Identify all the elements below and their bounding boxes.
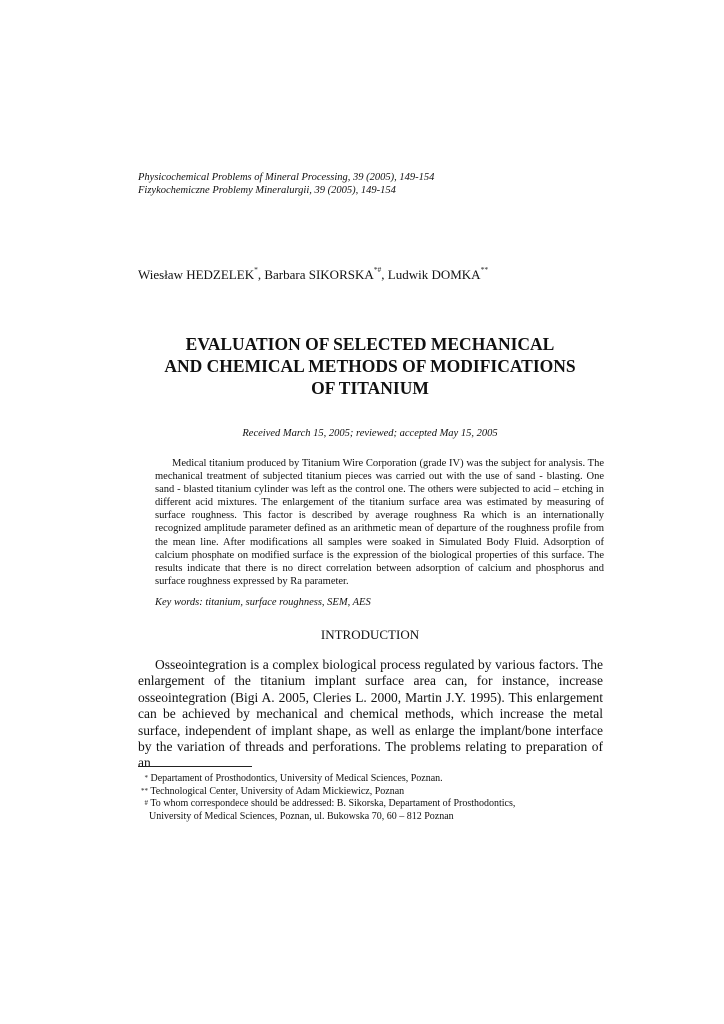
footnote-continuation [138,811,515,824]
keywords: Key words: titanium, surface roughness, SEM, AES [155,597,371,608]
author-separator: , [257,267,265,282]
footnote-divider [138,766,252,767]
author-separator: , [381,267,388,282]
footnote [138,798,515,811]
body-text [138,657,603,772]
footnote-mark: ** [141,786,148,795]
journal-line-english: Physicochemical Problems of Mineral Processing, 39 (2005), 149-154 [138,172,435,183]
title-line: AND CHEMICAL METHODS OF MODIFICATIONS [164,356,576,376]
footnotes [138,773,515,823]
affiliation-mark: *# [373,265,382,274]
affiliation-mark: ** [480,265,489,274]
footnote-mark: * [144,774,148,782]
section-heading: INTRODUCTION [320,627,420,642]
footnote [138,773,515,786]
abstract [155,457,604,588]
journal-header [138,171,434,197]
abstract-text: Medical titanium produced by Titanium Wire Corporation (grade IV) was the subject for analysis. The mechanical treatment of subjected titanium pieces was carried out with the use of sand - blasting. One sand - blasted titanium cylinder was left as the control one. The others were subjected to acid – etching in different acid mixtures. The enlargement of the titanium surface area was estimated by measuring of surface roughness. This factor is described by average roughness Ra which is an internationally recognized amplitude parameter defined as an arithmetic mean of departure of the roughness profile from the mean line. After modifications all samples were soaked in Simulated Body Fluid. Adsorption of calcium phosphate on modified surface is the expression of the biological properties of this surface. The results indicate that there is no direct correlation between adsorption of calcium and phosphorus and surface roughness expressed by Ra parameter. [155,458,604,587]
body-paragraph: Osseointegration is a complex biological process regulated by various factors. The enlargement of the titanium implant surface area can, for instance, increase osseointegration (Bigi A. 2005, Cleries L. 2000, Martin J.Y. 1995). This enlargement can be achieved by mechanical and chemical methods, which increase the metal surface, independent of implant shape, as well as enlarge the implant/bone interface by the variation of threads and perforations. The problems relating to preparation of an [138,657,603,771]
author-name: Barbara SIKORSKA [264,267,374,282]
title-line: EVALUATION OF SELECTED MECHANICAL [185,334,555,354]
footnote-text: To whom correspondece should be addressed: B. Sikorska, Departament of Prosthodontics, [150,798,516,810]
author-name: Wiesław HEDZELEK [138,267,255,282]
footnote-text: Technological Center, University of Adam Mickiewicz, Poznan [150,785,405,797]
paper-title [100,333,640,399]
author-list [138,267,488,283]
received-dates: Received March 15, 2005; reviewed; accepted May 15, 2005 [242,428,498,439]
author-name: Ludwik DOMKA [387,267,481,282]
footnote-text: University of Medical Sciences, Poznan, ul. Bukowska 70, 60 – 812 Poznan [149,810,454,822]
footnote [138,786,515,799]
footnote-mark: # [144,799,148,808]
footnote-text: Departament of Prosthodontics, University of Medical Sciences, Poznan. [150,773,443,784]
title-line: OF TITANIUM [311,378,429,398]
affiliation-mark: * [254,265,258,274]
journal-line-polish: Fizykochemiczne Problemy Mineralurgii, 39 (2005), 149-154 [138,185,396,196]
